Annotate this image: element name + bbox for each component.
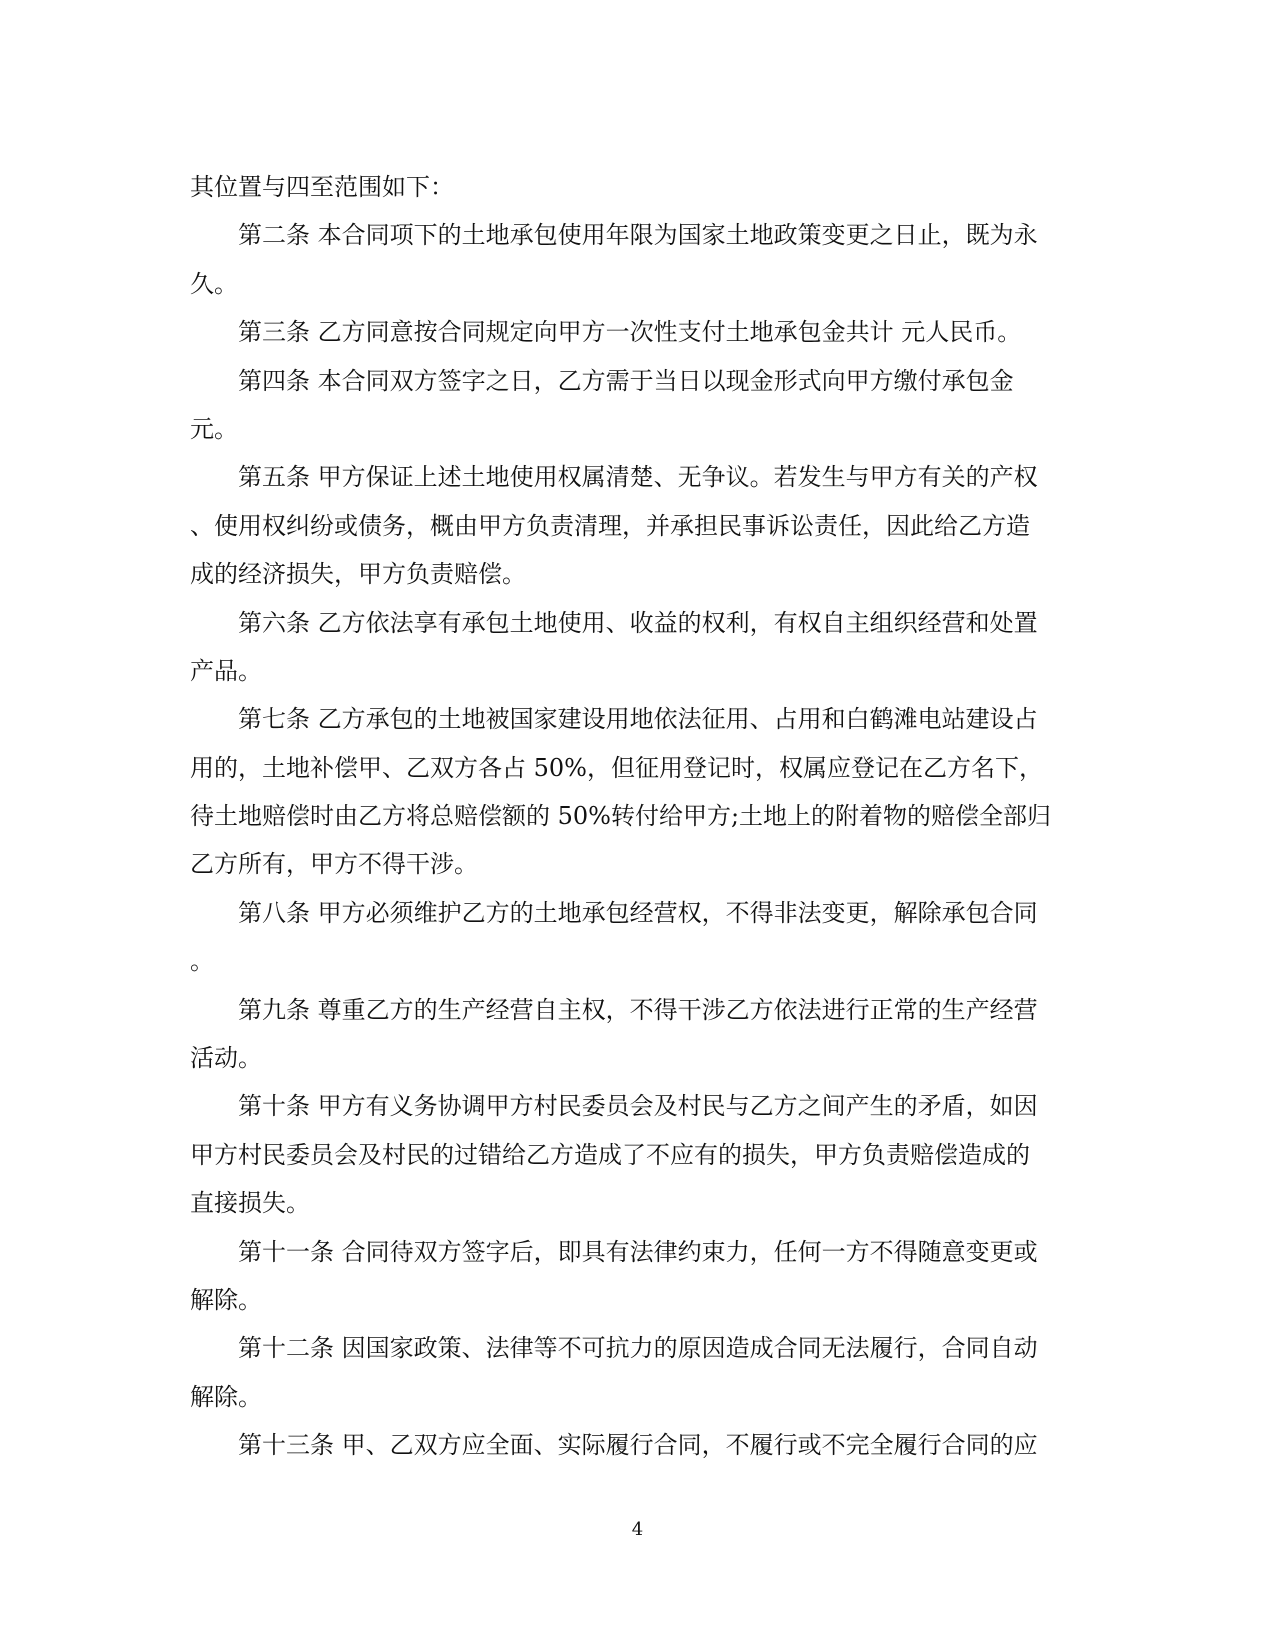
text-line: 甲方村民委员会及村民的过错给乙方造成了不应有的损失，甲方负责赔偿造成的 xyxy=(190,1140,1030,1169)
text-line: 元。 xyxy=(190,414,238,443)
clause-9-line: 第九条 尊重乙方的生产经营自主权，不得干涉乙方依法进行正常的生产经营 xyxy=(238,995,1038,1024)
clause-5-line: 第五条 甲方保证上述土地使用权属清楚、无争议。若发生与甲方有关的产权 xyxy=(238,463,1038,492)
clause-6-line: 第六条 乙方依法享有承包土地使用、收益的权利，有权自主组织经营和处置 xyxy=(238,608,1038,637)
text-line: 用的，土地补偿甲、乙双方各占 50%，但征用登记时，权属应登记在乙方名下， xyxy=(190,753,1043,782)
text-line: 久。 xyxy=(190,269,238,298)
clause-8-line: 第八条 甲方必须维护乙方的土地承包经营权，不得非法变更，解除承包合同 xyxy=(238,898,1038,927)
page-number: 4 xyxy=(631,1519,644,1540)
text-line: 成的经济损失，甲方负责赔偿。 xyxy=(190,560,526,589)
text-line: 活动。 xyxy=(190,1044,262,1073)
clause-13-line: 第十三条 甲、乙双方应全面、实际履行合同，不履行或不完全履行合同的应 xyxy=(238,1431,1038,1460)
text-line: 解除。 xyxy=(190,1382,262,1411)
clause-10-line: 第十条 甲方有义务协调甲方村民委员会及村民与乙方之间产生的矛盾，如因 xyxy=(238,1092,1038,1121)
clause-12-line: 第十二条 因国家政策、法律等不可抗力的原因造成合同无法履行，合同自动 xyxy=(238,1334,1038,1363)
text-line: 。 xyxy=(190,947,214,976)
text-line: 其位置与四至范围如下： xyxy=(190,173,454,201)
document-body xyxy=(190,163,1090,1470)
clause-11-line: 第十一条 合同待双方签字后，即具有法律约束力，任何一方不得随意变更或 xyxy=(238,1237,1038,1266)
text-line: 待土地赔偿时由乙方将总赔偿额的 50%转付给甲方;土地上的附着物的赔偿全部归 xyxy=(190,802,1052,831)
text-line: 产品。 xyxy=(190,656,262,685)
clause-7-line: 第七条 乙方承包的土地被国家建设用地依法征用、占用和白鹤滩电站建设占 xyxy=(238,705,1038,734)
text-line: 解除。 xyxy=(190,1285,262,1314)
text-line: 、使用权纠纷或债务，概由甲方负责清理，并承担民事诉讼责任，因此给乙方造 xyxy=(190,511,1030,540)
text-line: 乙方所有，甲方不得干涉。 xyxy=(190,850,478,879)
text-line: 直接损失。 xyxy=(190,1189,310,1218)
clause-3-line: 第三条 乙方同意按合同规定向甲方一次性支付土地承包金共计 元人民币。 xyxy=(238,318,1022,347)
clause-2-line: 第二条 本合同项下的土地承包使用年限为国家土地政策变更之日止，既为永 xyxy=(238,221,1038,250)
clause-4-line: 第四条 本合同双方签字之日，乙方需于当日以现金形式向甲方缴付承包金 xyxy=(238,366,1014,395)
